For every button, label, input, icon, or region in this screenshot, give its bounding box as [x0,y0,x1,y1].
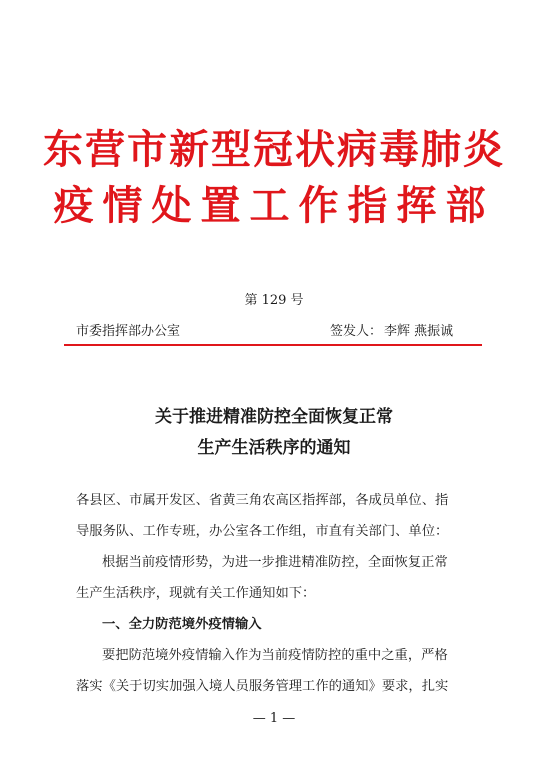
signer-block [330,320,453,339]
notice-title-line2: 生产生活秩序的通知 [197,438,351,458]
section-heading-1: 一、全力防范境外疫情输入 [102,617,262,632]
body-line-intro-2: 生产生活秩序，现就有关工作通知如下： [76,586,316,601]
red-divider-rule [64,344,482,346]
notice-title-line1: 关于推进精准防控全面恢复正常 [155,407,393,427]
issuer-office: 市委指挥部办公室 [76,324,181,339]
body-line-intro-1: 根据当前疫情形势，为进一步推进精准防控，全面恢复正常 [102,555,448,570]
signer-names: 李辉 燕振诚 [384,324,454,339]
body-line-section1-2: 落实《关于切实加强入境人员服务管理工作的通知》要求，扎实 [76,679,449,694]
document-number: 第 129 号 [244,293,304,308]
body-line-recipients-2: 导服务队、工作专班，办公室各工作组，市直有关部门、单位： [76,524,449,539]
body-line-recipients-1: 各县区、市属开发区、省黄三角农高区指挥部，各成员单位、指 [76,493,449,508]
header-title-line1: 东营市新型冠状病毒肺炎 [43,126,505,173]
signer-label: 签发人： [330,324,383,339]
body-line-section1-1: 要把防范境外疫情输入作为当前疫情防控的重中之重，严格 [102,648,448,663]
header-title-line2: 疫情处置工作指挥部 [53,182,495,229]
page-number: — 1 — [252,711,296,726]
